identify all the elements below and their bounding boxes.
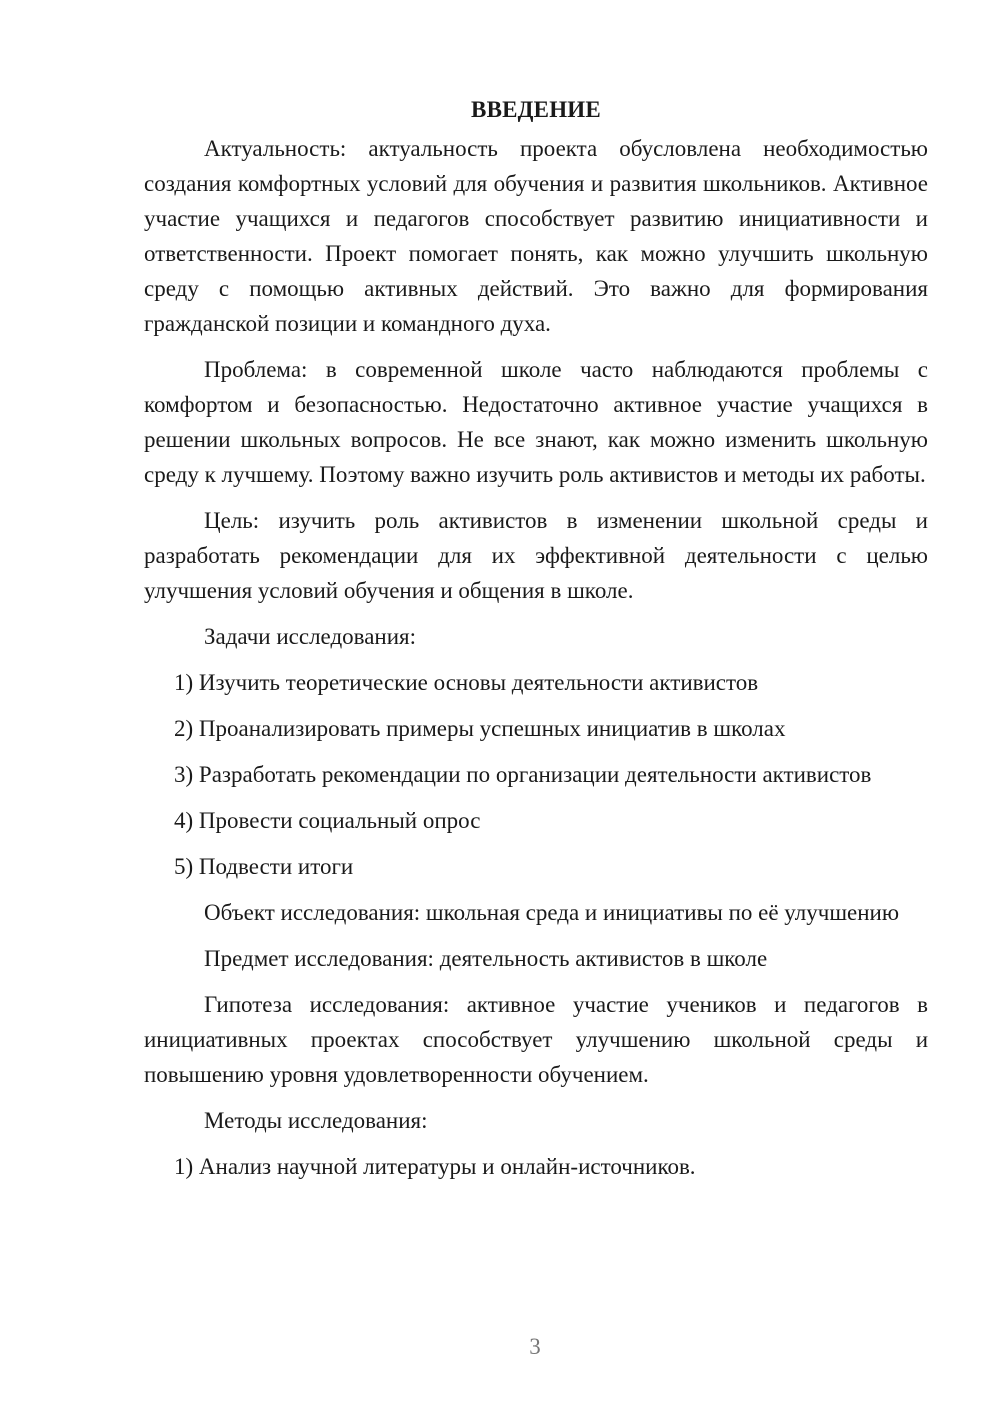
paragraph-problem [144, 352, 928, 492]
paragraph-tasks-heading [144, 619, 928, 654]
task-item-4 [144, 803, 928, 838]
method-item-1 [144, 1149, 928, 1184]
paragraph-hypothesis [144, 987, 928, 1092]
paragraph-text: Гипотеза исследования: активное участие учеников и педагогов в инициативных проектах способствует улучшению школьной среды и повышению уровня удовлетворенности обучением. [144, 992, 928, 1087]
task-item-3 [144, 757, 928, 792]
task-item-2 [144, 711, 928, 746]
page-number: 3 [529, 1334, 541, 1359]
task-item-1 [144, 665, 928, 700]
paragraph-text: Объект исследования: школьная среда и инициативы по её улучшению [204, 900, 900, 925]
paragraph-text: Предмет исследования: деятельность активистов в школе [204, 946, 768, 971]
task-item-5 [144, 849, 928, 884]
document-page [144, 92, 928, 1195]
paragraph-text: Актуальность: актуальность проекта обусловлена необходимостью создания комфортных условий для обучения и развития школьников. Активное участие учащихся и педагогов способствует развитию инициативности и ответственности. Проект помогает понять, как можно улучшить школьную среду с помощью активных действий. Это важно для формирования гражданской позиции и командного духа. [144, 136, 928, 336]
list-item: 3) Разработать рекомендации по организации деятельности активистов [174, 762, 872, 787]
list-item: 1) Анализ научной литературы и онлайн-источников. [174, 1154, 696, 1179]
paragraph-text: Цель: изучить роль активистов в изменении школьной среды и разработать рекомендации для их эффективной деятельности с целью улучшения условий обучения и общения в школе. [144, 508, 928, 603]
list-item: 5) Подвести итоги [174, 854, 354, 879]
paragraph-text: Методы исследования: [204, 1108, 428, 1133]
paragraph-object [144, 895, 928, 930]
list-item: 4) Провести социальный опрос [174, 808, 481, 833]
paragraph-subject [144, 941, 928, 976]
list-item: 1) Изучить теоретические основы деятельности активистов [174, 670, 759, 695]
paragraph-relevance [144, 131, 928, 341]
page-title: ВВЕДЕНИЕ [471, 97, 601, 122]
paragraph-methods-heading [144, 1103, 928, 1138]
paragraph-text: Задачи исследования: [204, 624, 417, 649]
list-item: 2) Проанализировать примеры успешных инициатив в школах [174, 716, 786, 741]
paragraph-goal [144, 503, 928, 608]
paragraph-text: Проблема: в современной школе часто наблюдаются проблемы с комфортом и безопасностью. Недостаточно активное участие учащихся в решении школьных вопросов. Не все знают, как можно изменить школьную среду к лучшему. Поэтому важно изучить роль активистов и методы их работы. [144, 357, 928, 487]
